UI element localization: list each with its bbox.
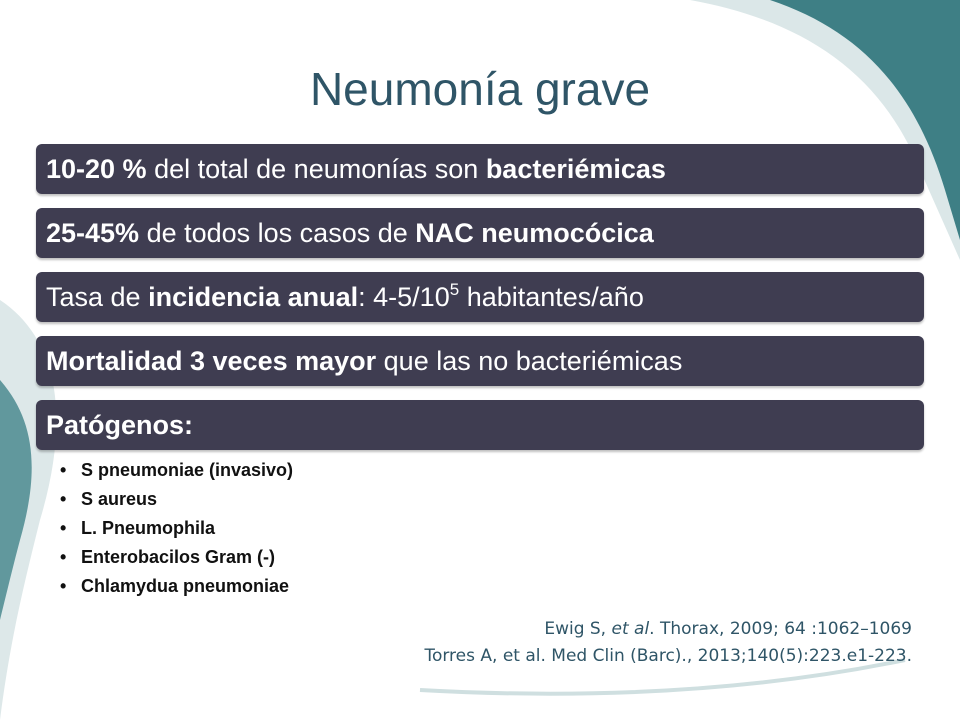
reference-line-1 (424, 616, 912, 643)
bold-text: bacteriémicas (485, 154, 666, 184)
text: : 4-5/10 (358, 282, 450, 312)
pathogen-label: Chlamydua pneumoniae (81, 576, 290, 596)
text: que las no bacteriémicas (376, 346, 683, 376)
bold-text: 25-45% (46, 218, 140, 248)
reference-1-etal: et al (611, 619, 650, 639)
pathogen-label: S aureus (81, 489, 158, 509)
pathogen-item (60, 543, 293, 572)
content-bar-3 (36, 272, 924, 322)
text: del total de neumonías son (146, 154, 486, 184)
text: de todos los casos de (139, 218, 416, 248)
slide-title: Neumonía grave (309, 63, 651, 115)
pathogen-label: Enterobacilos Gram (-) (81, 547, 276, 567)
bullet-icon: • (60, 460, 67, 480)
content-bar-1 (36, 144, 924, 194)
content-bar-5 (36, 400, 924, 450)
references (424, 616, 912, 670)
pathogen-item (60, 514, 293, 543)
bold-text: Patógenos: (46, 410, 194, 440)
pathogen-label: L. Pneumophila (81, 518, 216, 538)
bold-text: NAC neumocócica (415, 218, 654, 248)
pathogen-list (60, 456, 293, 601)
pathogen-label: S pneumoniae (invasivo) (81, 460, 294, 480)
bullet-icon: • (60, 489, 67, 509)
top-right-teal-wave (770, 0, 960, 240)
bullet-icon: • (60, 518, 67, 538)
bullet-icon: • (60, 576, 67, 596)
superscript: 5 (449, 280, 460, 299)
bold-text: incidencia anual (148, 282, 359, 312)
text: Tasa de (46, 282, 149, 312)
pathogen-item (60, 456, 293, 485)
reference-1-source: . Thorax, 2009; 64 :1062–1069 (649, 619, 912, 639)
pathogen-item (60, 485, 293, 514)
reference-1-author: Ewig S, (544, 619, 612, 639)
bullet-icon: • (60, 547, 67, 567)
bold-text: Mortalidad 3 veces mayor (46, 346, 377, 376)
text: habitantes/año (459, 282, 644, 312)
content-bar-4 (36, 336, 924, 386)
bold-text: 10-20 % (46, 154, 147, 184)
content-bar-2 (36, 208, 924, 258)
pathogen-item (60, 572, 293, 601)
reference-line-2: Torres A, et al. Med Clin (Barc)., 2013;140(5):223.e1-223. (424, 646, 912, 666)
